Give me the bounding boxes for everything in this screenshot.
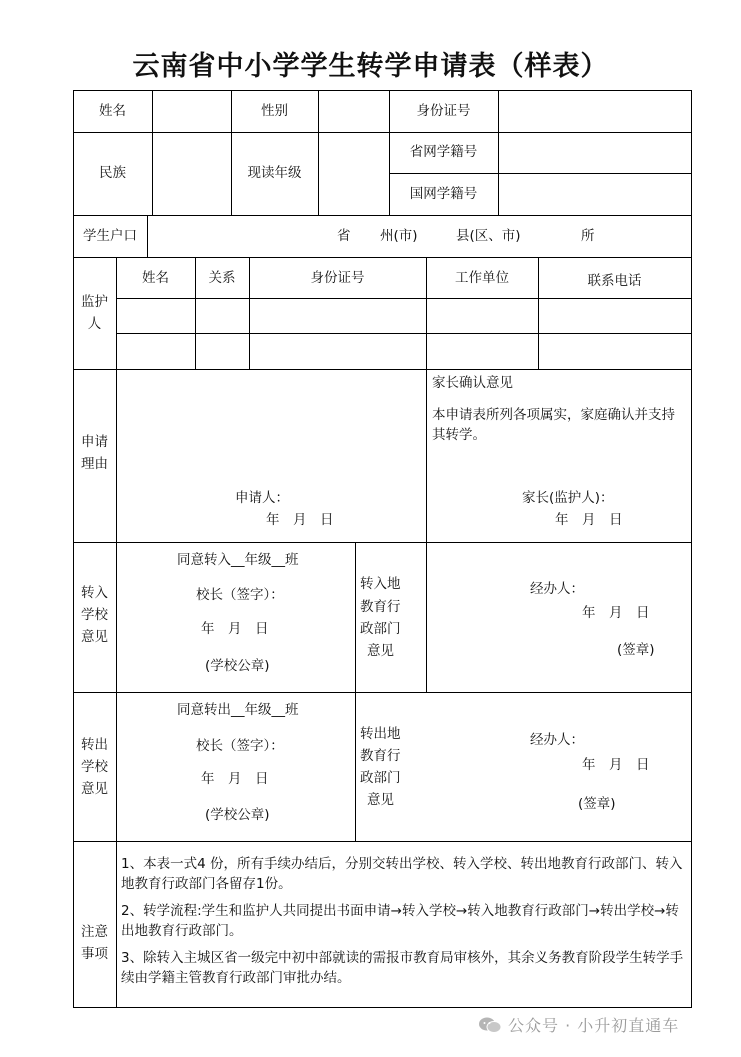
transfer-in-seal: (学校公章) (205, 658, 270, 674)
province-label: 省 (337, 228, 351, 244)
transfer-in-handler-date: 年 月 日 (582, 605, 650, 621)
form-title: 云南省中小学学生转学申请表（样表） (132, 51, 609, 82)
divider (73, 692, 692, 693)
divider (73, 542, 692, 543)
applicant-date: 年 月 日 (266, 512, 334, 528)
transfer-out-principal: 校长（签字）： (196, 738, 284, 754)
transfer-in-dept: 教育行 (360, 599, 401, 615)
transfer-in-stamp: (签章) (617, 642, 655, 658)
transfer-in-agree: 同意转入__年级__班 (177, 552, 299, 568)
border-top (73, 90, 692, 91)
divider (73, 215, 692, 216)
station-label: 所 (581, 228, 595, 244)
divider (116, 298, 692, 299)
note-item: 3、除转入主城区省一级完中初中部就读的需报市教育局审核外，其余义务教育阶段学生转学手续由学籍主管教育行政部门审批办结。 (121, 950, 684, 986)
transfer-in-handler: 经办人： (530, 581, 584, 597)
grade-label: 现读年级 (247, 165, 302, 181)
transfer-out-label: 学校 (81, 759, 108, 775)
id-number-label: 身份证号 (416, 103, 471, 119)
divider (116, 257, 117, 1007)
provincial-id-label: 省网学籍号 (409, 144, 478, 160)
divider (318, 90, 319, 215)
divider (147, 215, 148, 257)
transfer-in-dept: 意见 (367, 643, 394, 659)
notes-label: 事项 (81, 946, 108, 962)
divider (389, 173, 692, 174)
divider (73, 257, 692, 258)
name-label: 姓名 (99, 103, 126, 119)
guardian-col-relation: 关系 (208, 270, 236, 286)
guardian-col-phone: 联系电话 (587, 273, 642, 289)
transfer-out-stamp: (签章) (578, 796, 616, 812)
divider (73, 841, 692, 842)
note-item: 1、本表一式4 份，所有手续办结后，分别交转出学校、转入学校、转出地教育行政部门、转入地教育行政部门各留存1份。 (121, 856, 683, 892)
notes-label: 注意 (81, 924, 108, 940)
ethnicity-label: 民族 (99, 165, 126, 181)
parent-confirm-text: 本申请表所列各项属实，家庭确认并支持其转学。 (432, 407, 675, 443)
divider (355, 542, 356, 842)
transfer-out-handler-date: 年 月 日 (582, 757, 650, 773)
parent-sign-date: 年 月 日 (555, 512, 623, 528)
border-right (691, 90, 692, 1008)
prefecture-label: 州(市) (380, 228, 418, 244)
transfer-in-date: 年 月 日 (201, 621, 269, 637)
transfer-out-dept: 意见 (367, 792, 394, 808)
divider (116, 333, 692, 334)
transfer-out-label: 意见 (81, 781, 108, 797)
watermark-text: 公众号 · 小升初直通车 (508, 1016, 680, 1035)
transfer-out-handler: 经办人： (530, 732, 584, 748)
guardian-col-employer: 工作单位 (455, 270, 509, 286)
guardian-label: 监护 (81, 294, 108, 310)
transfer-out-agree: 同意转出__年级__班 (177, 702, 299, 718)
watermark (478, 1013, 679, 1036)
transfer-out-date: 年 月 日 (201, 771, 269, 787)
applicant-label: 申请人： (235, 490, 289, 506)
county-label: 县(区、市) (456, 228, 521, 244)
transfer-in-label: 转入 (81, 585, 108, 601)
guardian-col-name: 姓名 (142, 270, 169, 286)
guardian-label: 人 (87, 316, 102, 332)
transfer-out-dept: 政部门 (360, 770, 401, 786)
reason-label: 申请 (81, 434, 108, 450)
transfer-in-principal: 校长（签字）： (196, 587, 284, 603)
parent-sign-label: 家长(监护人)： (522, 490, 614, 506)
divider (152, 90, 153, 215)
national-id-label: 国网学籍号 (409, 186, 478, 202)
transfer-out-dept: 教育行 (360, 748, 401, 764)
guardian-col-id: 身份证号 (310, 270, 365, 286)
transfer-out-dept: 转出地 (360, 726, 401, 742)
gender-label: 性别 (261, 103, 288, 119)
note-item: 2、转学流程:学生和监护人共同提出书面申请→转入学校→转入地教育行政部门→转出学校→转出地教育行政部门。 (121, 903, 679, 939)
transfer-in-dept: 转入地 (360, 576, 401, 592)
reason-label: 理由 (81, 456, 108, 472)
transfer-in-label: 意见 (81, 629, 108, 645)
divider (498, 90, 499, 215)
household-label: 学生户口 (83, 228, 137, 244)
border-bottom (73, 1007, 692, 1008)
wechat-icon (478, 1016, 502, 1034)
divider (73, 369, 692, 370)
parent-confirm-title: 家长确认意见 (432, 375, 513, 391)
transfer-in-dept: 政部门 (360, 621, 401, 637)
transfer-out-label: 转出 (81, 737, 108, 753)
divider (426, 257, 427, 692)
divider (73, 132, 692, 133)
transfer-in-label: 学校 (81, 607, 108, 623)
transfer-out-seal: (学校公章) (205, 807, 270, 823)
